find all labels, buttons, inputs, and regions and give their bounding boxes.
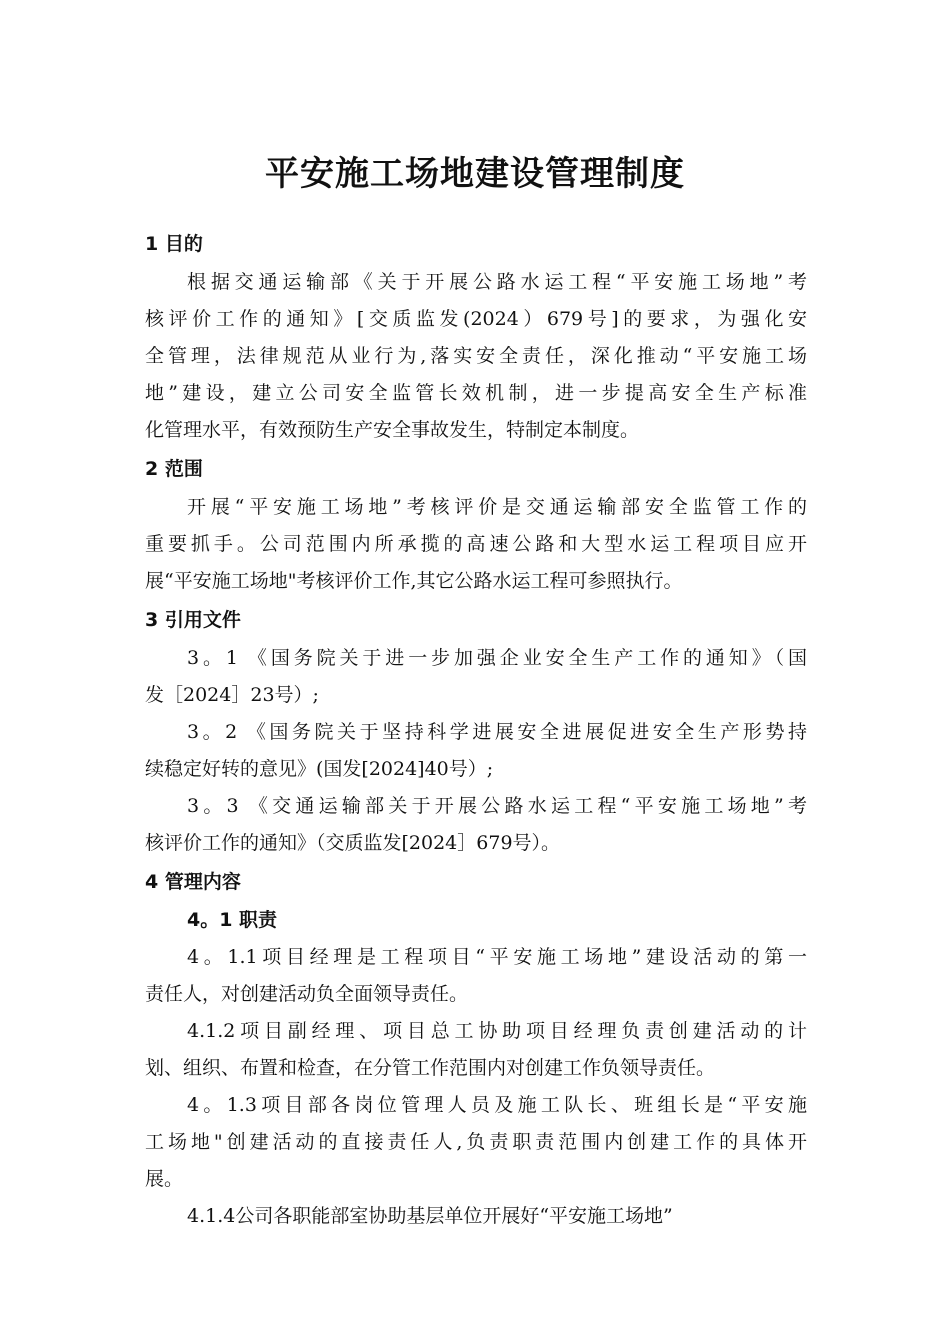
paragraph-line: 划、组织、布置和检查，在分管工作范围内对创建工作负领导责任。: [145, 1057, 716, 1079]
paragraph-line: 展。: [145, 1168, 184, 1190]
subsection-heading: 4。1 职责: [187, 909, 278, 931]
paragraph: [145, 788, 807, 862]
paragraph-line: 根据交通运输部《关于开展公路水运工程“平安施工场地”考: [187, 271, 807, 293]
paragraph-line: 展“平安施工场地"考核评价工作,其它公路水运工程可参照执行。: [145, 570, 683, 592]
paragraph-line: 地”建设，建立公司安全监管长效机制，进一步提高安全生产标准: [145, 382, 807, 404]
paragraph-line: 核评价工作的通知》（交质监发[2024］679号）。: [145, 832, 561, 854]
paragraph-line: 全管理，法律规范从业行为,落实安全责任，深化推动“平安施工场: [145, 345, 807, 367]
paragraph-line: 发［2024］23号）;: [145, 684, 319, 706]
paragraph: [145, 714, 807, 788]
paragraph: [145, 489, 807, 600]
document-body: [145, 224, 807, 1235]
paragraph-line: 工场地"创建活动的直接责任人,负责职责范围内创建工作的具体开: [145, 1131, 807, 1153]
section-heading: 1 目的: [145, 233, 203, 255]
paragraph-line: 4.1.4公司各职能部室协助基层单位开展好“平安施工场地”: [187, 1205, 673, 1227]
paragraph-line: 重要抓手。公司范围内所承揽的高速公路和大型水运工程项目应开: [145, 533, 807, 555]
paragraph: [145, 1013, 807, 1087]
paragraph: [145, 939, 807, 1013]
paragraph-line: 3。2 《国务院关于坚持科学进展安全进展促进安全生产形势持: [187, 721, 807, 743]
paragraph-line: 责任人，对创建活动负全面领导责任。: [145, 983, 469, 1005]
paragraph-line: 4。1.1项目经理是工程项目“平安施工场地”建设活动的第一: [187, 946, 807, 968]
paragraph-line: 3。1 《国务院关于进一步加强企业安全生产工作的通知》（国: [187, 647, 807, 669]
paragraph: [145, 1198, 807, 1235]
paragraph-line: 4.1.2项目副经理、项目总工协助项目经理负责创建活动的计: [187, 1020, 807, 1042]
section-heading: 3 引用文件: [145, 609, 241, 631]
document-title: 平安施工场地建设管理制度: [265, 154, 685, 194]
paragraph-line: 开展“平安施工场地”考核评价是交通运输部安全监管工作的: [187, 496, 807, 518]
paragraph-line: 续稳定好转的意见》(国发[2024]40号）;: [145, 758, 494, 780]
paragraph: [145, 264, 807, 449]
paragraph-line: 核评价工作的通知》[交质监发(2024）679号]的要求，为强化安: [145, 308, 807, 330]
section-heading: 4 管理内容: [145, 871, 241, 893]
paragraph: [145, 1087, 807, 1198]
paragraph: [145, 640, 807, 714]
section-heading: 2 范围: [145, 458, 203, 480]
paragraph-line: 化管理水平，有效预防生产安全事故发生，特制定本制度。: [145, 419, 640, 441]
paragraph-line: 4。1.3项目部各岗位管理人员及施工队长、班组长是“平安施: [187, 1094, 807, 1116]
paragraph-line: 3。3 《交通运输部关于开展公路水运工程“平安施工场地”考: [187, 795, 807, 817]
